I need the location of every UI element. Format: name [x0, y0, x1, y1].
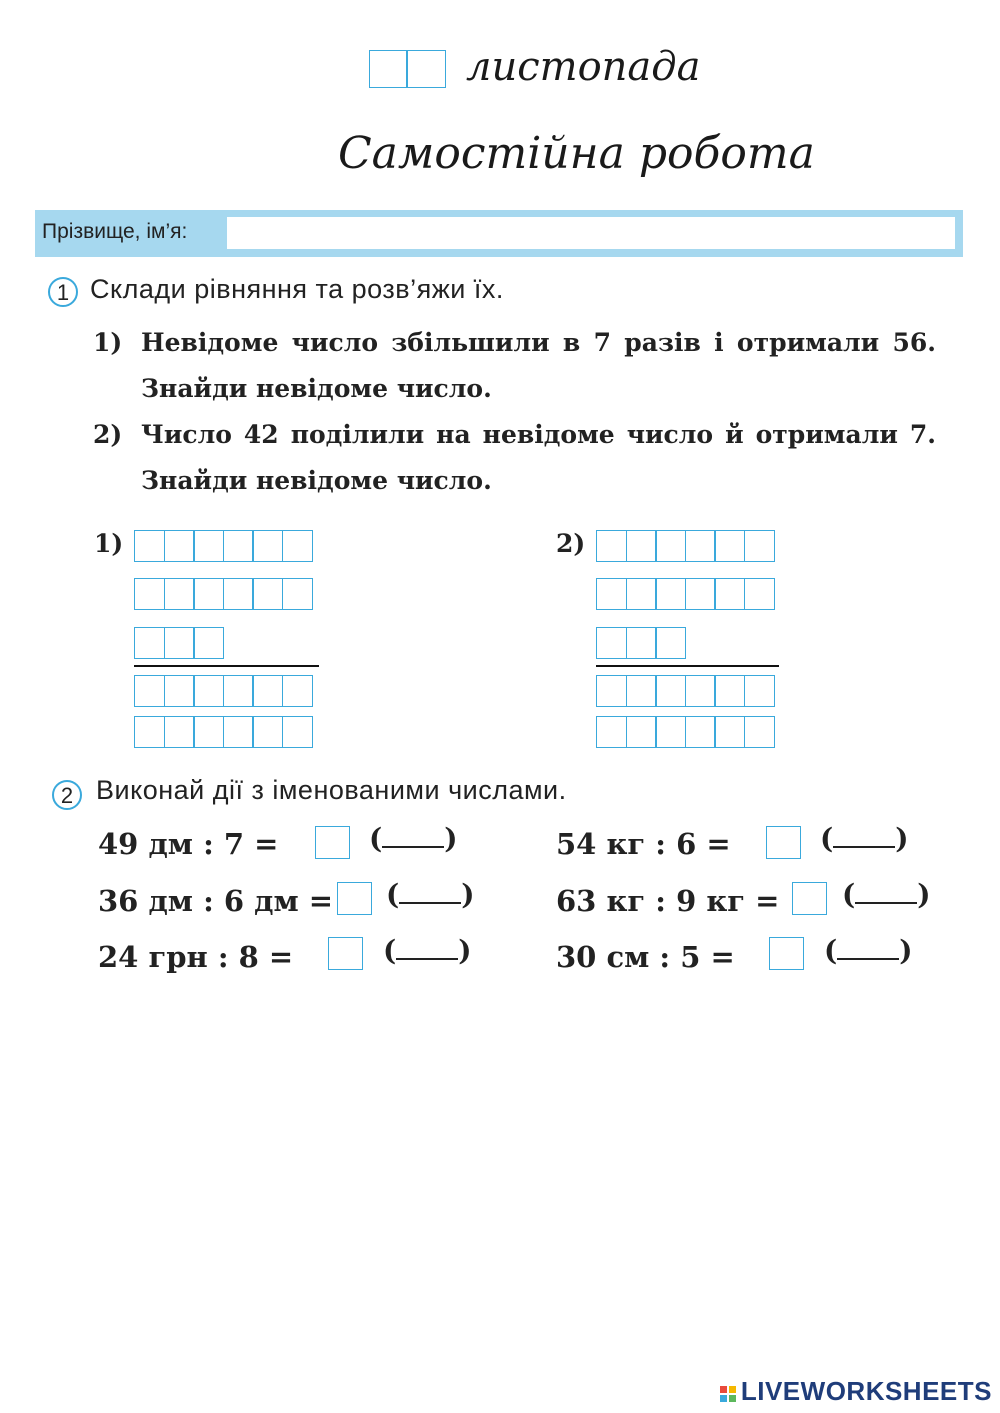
answer-right-1[interactable]: [766, 826, 801, 859]
expr-right-3: 30 см : 5 =: [556, 940, 735, 974]
name-bar: [35, 210, 963, 257]
work1-row3[interactable]: [134, 627, 223, 659]
paren-open: (: [383, 934, 397, 967]
day-box-2[interactable]: [406, 50, 446, 88]
expr-left-3: 24 грн : 8 =: [98, 940, 294, 974]
unit-left-1[interactable]: [369, 822, 458, 855]
expr-right-2: 63 кг : 9 кг =: [556, 884, 780, 918]
unit-right-1[interactable]: [820, 822, 909, 855]
answer-left-1[interactable]: [315, 826, 350, 859]
problem2-text: Число 42 поділили на невідоме число й отримали 7. Знайди невідоме число.: [141, 420, 936, 495]
answer-right-2[interactable]: [792, 882, 827, 915]
problem2-number: 2): [93, 420, 123, 449]
paren-close: ): [458, 934, 472, 967]
work2-row2[interactable]: [596, 578, 773, 610]
month-label: листопада: [466, 44, 701, 90]
unit-right-3[interactable]: [824, 934, 913, 967]
work2-row4[interactable]: [596, 675, 773, 707]
work1-row5[interactable]: [134, 716, 311, 748]
work1-row1[interactable]: [134, 530, 311, 562]
task2-number: 2: [52, 780, 82, 810]
paren-open: (: [820, 822, 834, 855]
paren-close: ): [899, 934, 913, 967]
expr-left-2: 36 дм : 6 дм =: [98, 884, 334, 918]
unit-right-2[interactable]: [842, 878, 931, 911]
work2-row3[interactable]: [596, 627, 685, 659]
brand-name: LIVEWORKSHEETS: [740, 1376, 992, 1406]
name-label: Прізвище, ім’я:: [42, 220, 188, 243]
paren-open: (: [824, 934, 838, 967]
task1-number: 1: [48, 277, 78, 307]
paren-open: (: [369, 822, 383, 855]
paren-close: ): [461, 878, 475, 911]
liveworksheets-logo: [719, 1376, 992, 1407]
paren-open: (: [386, 878, 400, 911]
paren-close: ): [895, 822, 909, 855]
day-box-1[interactable]: [369, 50, 408, 88]
work2-row5[interactable]: [596, 716, 773, 748]
page-title: Самостійна робота: [338, 128, 815, 179]
answer-left-2[interactable]: [337, 882, 372, 915]
problem1-text: Невідоме число збільшили в 7 разів і отримали 56. Знайди невідоме число.: [141, 328, 936, 403]
unit-left-3[interactable]: [383, 934, 472, 967]
expr-left-1: 49 дм : 7 =: [98, 827, 279, 861]
name-input[interactable]: [227, 217, 955, 249]
paren-close: ): [917, 878, 931, 911]
work1-divider: [134, 665, 319, 667]
paren-open: (: [842, 878, 856, 911]
paren-close: ): [444, 822, 458, 855]
expr-right-1: 54 кг : 6 =: [556, 827, 731, 861]
work2-divider: [596, 665, 779, 667]
logo-grid-icon: [719, 1385, 741, 1407]
work1-row2[interactable]: [134, 578, 311, 610]
work1-label: 1): [94, 529, 124, 558]
work2-row1[interactable]: [596, 530, 773, 562]
answer-left-3[interactable]: [328, 937, 363, 970]
work1-row4[interactable]: [134, 675, 311, 707]
answer-right-3[interactable]: [769, 937, 804, 970]
problem1-number: 1): [93, 328, 123, 357]
task2-title: Виконай дії з іменованими числами.: [96, 775, 567, 805]
task1-title: Склади рівняння та розв’яжи їх.: [90, 274, 504, 304]
work2-label: 2): [556, 529, 586, 558]
unit-left-2[interactable]: [386, 878, 475, 911]
